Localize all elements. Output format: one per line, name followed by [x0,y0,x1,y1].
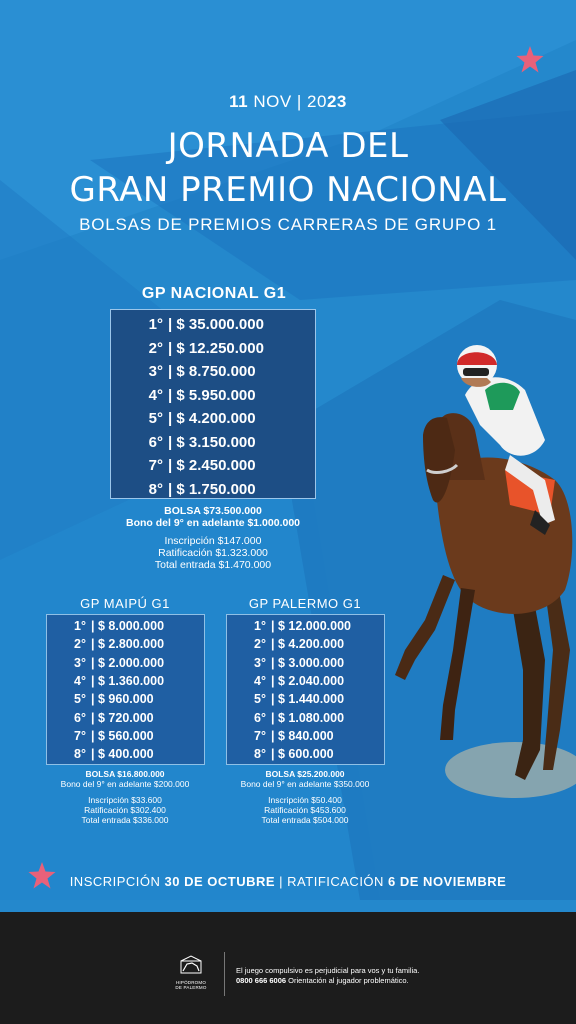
title-line-1: JORNADA DEL [167,126,409,166]
prize-position: 5° [74,692,86,707]
prize-row [47,745,204,763]
inscripcion-date: 30 DE OCTUBRE [164,874,276,889]
date-year-prefix: 20 [307,92,327,111]
footer-divider [224,952,225,996]
palermo-bono: Bono del 9° en adelante $350.000 [240,779,370,789]
maipu-bono: Bono del 9° en adelante $200.000 [60,779,190,789]
main-bono: Bono del 9° en adelante $1.000.000 [125,517,301,529]
ratificacion-label: RATIFICACIÓN [287,874,389,889]
prize-separator: | [271,747,278,762]
prize-amount [86,711,154,725]
prize-amount-value: $ 12.000.000 [277,619,351,634]
main-total-entrada: Total entrada $1.470.000 [154,559,272,571]
prize-row [227,708,384,726]
deadlines-line [0,874,576,889]
prize-amount-value: $ 3.150.000 [176,433,256,451]
ratificacion-date: 6 DE NOVIEMBRE [388,874,507,889]
prize-row [47,654,204,672]
prize-position: 1° [74,619,86,634]
prize-position: 2° [74,637,86,652]
prize-amount [163,481,256,498]
prize-amount [163,434,256,451]
prize-row [47,727,204,745]
prize-row [47,617,204,635]
maipu-prize-table [46,614,205,765]
main-ratificacion: Ratificación $1.323.000 [158,547,268,559]
prize-amount-value: $ 5.950.000 [176,386,256,404]
prize-separator: | [168,386,177,404]
prize-separator: | [91,619,98,634]
page-subtitle: BOLSAS DE PREMIOS CARRERAS DE GRUPO 1 [79,215,497,234]
prize-position: 4° [148,386,163,404]
prize-row [227,654,384,672]
prize-amount [163,363,256,380]
prize-amount [86,656,164,670]
prize-amount [266,729,334,743]
helpline-number: 0800 666 6006 [236,975,287,985]
page-title [0,124,576,212]
prize-position: 8° [74,747,86,762]
prize-separator: | [168,433,177,451]
star-icon [515,45,545,75]
inscripcion-label: INSCRIPCIÓN [69,874,165,889]
prize-separator: | [91,655,98,670]
prize-amount [266,656,344,670]
prize-amount [86,619,164,633]
prize-separator: | [271,637,278,652]
prize-separator: | [271,692,278,707]
prize-amount-value: $ 1.750.000 [176,480,256,498]
prize-separator: | [168,316,177,334]
prize-amount-value: $ 1.080.000 [277,710,345,725]
prize-separator: | [91,637,98,652]
prize-position: 7° [254,728,266,743]
prize-amount [86,692,154,706]
prize-separator: | [271,619,278,634]
date-day: 11 [229,92,249,111]
prize-separator: | [168,480,177,498]
prize-amount [266,637,344,651]
prize-position: 3° [254,655,266,670]
prize-position: 4° [74,674,86,689]
prize-amount-value: $ 1.440.000 [277,692,345,707]
event-date [0,92,576,112]
title-line-2: GRAN PREMIO NACIONAL [69,170,507,210]
prize-row [111,337,315,361]
prize-amount-value: $ 4.200.000 [176,410,256,428]
prize-amount [163,316,264,333]
prize-amount [163,410,256,427]
prize-amount-value: $ 600.000 [277,747,334,762]
prize-amount-value: $ 1.360.000 [97,674,165,689]
maipu-total-entrada: Total entrada $336.000 [81,815,169,825]
prize-row [47,672,204,690]
prize-position: 5° [148,410,163,428]
horse-and-jockey-image [395,330,576,810]
prize-amount-value: $ 12.250.000 [176,339,264,357]
prize-amount-value: $ 8.750.000 [176,363,256,381]
prize-amount-value: $ 35.000.000 [176,316,264,334]
prize-amount [163,457,256,474]
prize-row [227,745,384,763]
prize-position: 4° [254,674,266,689]
logo-text-line-2: DE PALERMO [175,985,207,990]
prize-amount-value: $ 2.000.000 [97,655,165,670]
palermo-bolsa: BOLSA $25.200.000 [265,769,345,779]
prize-amount-value: $ 960.000 [97,692,154,707]
prize-amount [163,340,264,357]
prize-row [111,454,315,478]
palermo-total-entrada: Total entrada $504.000 [261,815,349,825]
prize-separator: | [91,710,98,725]
prize-amount-value: $ 8.000.000 [97,619,165,634]
prize-row [227,635,384,653]
palermo-prize-table [226,614,385,765]
prize-row [227,727,384,745]
prize-separator: | [271,655,278,670]
helpline-text: Orientación al jugador problemático. [286,975,409,985]
prize-amount [266,674,344,688]
prize-separator: | [271,674,278,689]
maipu-bolsa: BOLSA $16.800.000 [85,769,165,779]
prize-separator: | [91,728,98,743]
prize-amount-value: $ 400.000 [97,747,154,762]
prize-amount [86,747,154,761]
prize-row [47,708,204,726]
prize-amount-value: $ 4.200.000 [277,637,345,652]
prize-row [111,407,315,431]
prize-position: 2° [254,637,266,652]
prize-amount-value: $ 2.040.000 [277,674,345,689]
maipu-ratificacion: Ratificación $302.400 [84,805,166,815]
main-bolsa: BOLSA $73.500.000 [164,505,262,517]
prize-row [227,672,384,690]
legal-line-2 [236,976,419,986]
date-month: NOV [248,92,297,111]
prize-position: 7° [74,728,86,743]
prize-position: 8° [148,480,163,498]
prize-row [111,478,315,502]
prize-position: 6° [254,710,266,725]
prize-amount-value: $ 2.450.000 [176,457,256,475]
prize-amount [266,747,334,761]
logo-text-line-1: HIPÓDROMO [175,980,207,985]
prize-position: 8° [254,747,266,762]
prize-amount-value: $ 560.000 [97,728,154,743]
prize-position: 5° [254,692,266,707]
prize-position: 6° [74,710,86,725]
prize-amount [266,619,351,633]
prize-position: 3° [74,655,86,670]
prize-separator: | [168,457,177,475]
prize-amount [266,711,344,725]
prize-separator: | [168,339,177,357]
palermo-race-title: GP PALERMO G1 [248,596,362,611]
prize-amount [86,637,164,651]
prize-row [111,313,315,337]
main-race-info [100,505,326,571]
palermo-race-info [220,769,390,825]
prize-amount-value: $ 720.000 [97,710,154,725]
prize-row [47,635,204,653]
prize-amount-value: $ 3.000.000 [277,655,345,670]
prize-separator: | [91,747,98,762]
main-race-title: GP NACIONAL G1 [141,285,287,302]
prize-row [111,431,315,455]
prize-amount [163,387,256,404]
prize-position: 7° [148,457,163,475]
hipodromo-logo [170,955,212,990]
prize-row [47,690,204,708]
prize-position: 1° [254,619,266,634]
prize-amount [86,674,164,688]
palermo-ratificacion: Ratificación $453.600 [264,805,346,815]
prize-separator: | [168,410,177,428]
palermo-inscripcion: Inscripción $50.400 [268,795,342,805]
date-separator: | [296,92,308,111]
prize-amount-value: $ 840.000 [277,728,334,743]
prize-separator: | [91,692,98,707]
prize-row [227,690,384,708]
horse-logo-icon [178,955,204,975]
main-race-prize-table [110,309,316,499]
maipu-inscripcion: Inscripción $33.600 [88,795,162,805]
prize-amount [86,729,154,743]
deadlines-separator: | [275,874,288,889]
prize-row [111,360,315,384]
prize-separator: | [168,363,177,381]
legal-line-1: El juego compulsivo es perjudicial para vos y tu familia. [236,966,420,975]
prize-position: 6° [148,433,163,451]
prize-separator: | [271,710,278,725]
prize-position: 2° [148,339,163,357]
prize-row [111,384,315,408]
prize-position: 3° [148,363,163,381]
prize-separator: | [271,728,278,743]
maipu-race-title: GP MAIPÚ G1 [80,596,170,611]
prize-separator: | [91,674,98,689]
prize-position: 1° [148,316,163,334]
prize-amount [266,692,344,706]
maipu-race-info [40,769,210,825]
prize-row [227,617,384,635]
legal-notice [236,966,419,985]
main-inscripcion: Inscripción $147.000 [164,535,262,547]
date-year-suffix: 23 [326,92,347,111]
prize-amount-value: $ 2.800.000 [97,637,165,652]
